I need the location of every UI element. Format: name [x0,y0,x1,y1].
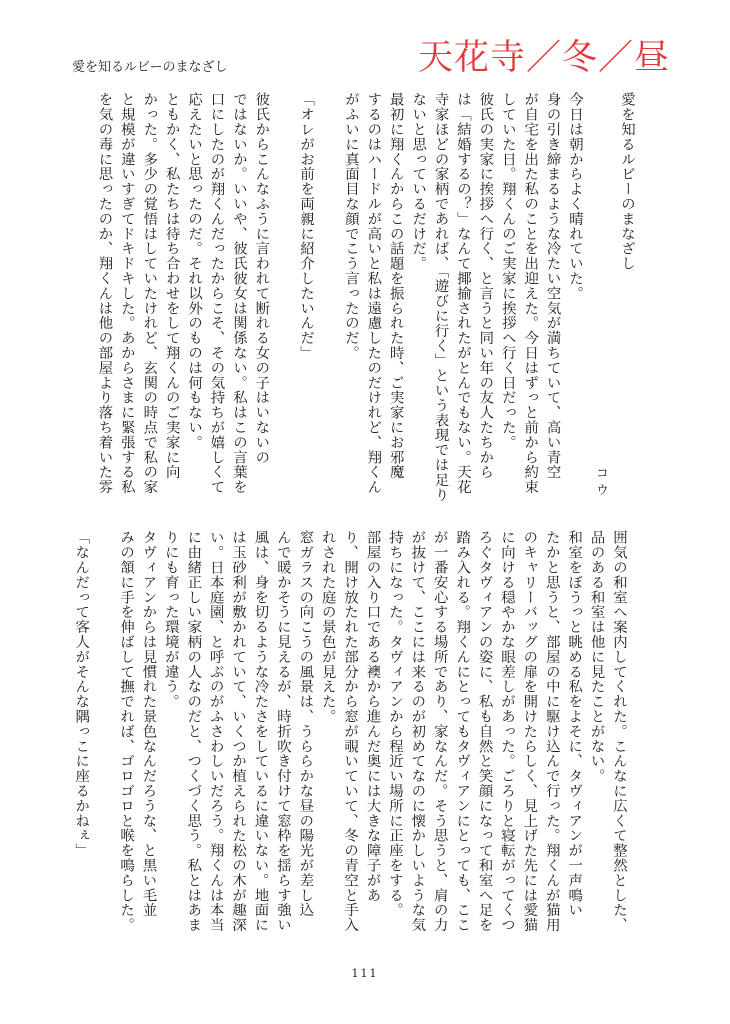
text-column: に由緒正しい家柄の人なのだと、つくづく思う。私とはあま [185,530,202,933]
text-column: ではないか。いいや、彼氏彼女は関係ない。私はこの言葉を [230,92,247,495]
text-column: と規模が違いすぎてドキドキした。あからさまに緊張する私 [118,92,135,495]
text-column: のキャリーバッグの扉を開けたらしく、見上げた先には愛猫 [521,530,538,933]
text-column: するのはハードルが高いと私は遠慮したのだけれど、翔くん [365,92,382,495]
text-column: 和室をぼうっと眺める私をよそに、タヴィアンが一声鳴い [566,530,583,918]
text-column: を気の毒に思ったのか、翔くんは他の部屋より落ち着いた雰 [96,92,113,495]
text-column: 部屋の入り口である襖から進んだ奥には大きな障子があ [364,530,381,903]
text-column: 「オレがお前を両親に紹介したいんだ」 [298,92,315,361]
text-column: ないと思っているだけだ。 [410,92,427,271]
text-column: れされた庭の景色が見えた。 [319,530,336,724]
text-column: していた日。翔くんのご実家に挨拶へ行く日だった。 [499,92,516,450]
text-column: みの頷に手を伸ばして撫でれば、ゴロゴロと喉を鳴らした。 [118,530,135,933]
text-column: 寺家ほどの家柄であれば、「遊びに行く」という表現では足り [432,92,449,502]
story-title-column [612,92,638,504]
text-column: かった。多少の覚悟はしていたけれど、玄関の時点で私の家 [141,92,158,495]
text-column: ろぐタヴィアンの姿に、私も自然と笑顔になって和室へ足を [476,530,493,933]
text-column: 持ちになった。タヴィアンから程近い場所に正座をする。 [386,530,403,918]
text-column: が自宅を出た私のことを出迎えた。今日はずっと前から約束 [522,92,539,495]
text-column: 彼氏からこんなふうに言われて断れる女の子はいないの [253,92,270,465]
body-text-bottom [73,530,630,960]
text-column: は「結婚するの？」なんて揶揄されたがとんでもない。天花 [454,92,471,495]
page-number: 111 [351,967,379,980]
text-column: たかと思うと、部屋の中に駆け込んで行った。翔くんが猫用 [543,530,560,933]
text-column: が一番安心する場所であり、家なんだ。そう思うと、肩の力 [431,530,448,933]
text-column: が抜けて、ここには来るのが初めてなのに懐かしいような気 [409,530,426,933]
text-column: り、開け放たれた部分から窓が覗いていて、冬の青空と手入 [342,530,359,933]
text-column [272,92,294,504]
text-column: 踏み入れる。翔くんにとってもタヴィアンにとっても、ここ [454,530,471,933]
text-column [92,530,114,960]
text-column: タヴィアンからは見慣れた景色なんだろうな、と黒い毛並 [140,530,157,918]
text-column: に向ける穏やかな眼差しがあった。ごろりと寝転がってくつ [498,530,515,933]
text-column: 身の引き締まるような冷たい空気が満ちていて、高い青空 [544,92,561,480]
story-title: 愛を知るルビーのまなざし [619,92,635,271]
text-column: りにも育った環境が違う。 [162,530,179,709]
text-column: は玉砂利が敷かれていて、いくつか植えられた松の木が趣深 [230,530,247,933]
text-column: んで暖かそうに見えるが、時折吹き付けて窓枠を揺らす強い [274,530,291,933]
body-text-top [68,92,586,504]
text-column: がふいに真面目な顔でこう言ったのだ。 [342,92,359,361]
text-column [317,92,339,504]
text-column: 窓ガラスの向こうの風景は、うららかな昼の陽光が差し込 [297,530,314,918]
text-column: 今日は朝からよく晴れていた。 [567,92,583,301]
text-column: 応えたいと思ったのだ。それ以外のものは何もない。 [186,92,203,450]
running-title: 愛を知るルビーのまなざし [72,60,228,75]
text-column: 風は、身を切るような冷たさをしているに違いない。地面に [252,530,269,933]
text-column: 品のある和室は他に見たことがない。 [588,530,605,784]
text-column: 口にしたのが翔くんだったからこそ、その気持ちが嬉しくて [208,92,225,495]
text-column: 最初に翔くんからこの話題を振られた時、ご実家にお邪魔 [387,92,404,480]
text-column: い。日本庭園、と呼ぶのがふさわしいだろう。翔くんは本当 [207,530,224,933]
text-column: 「なんだって客人がそんな隅っこに座るかねぇ」 [73,530,90,858]
text-column: 囲気の和室へ案内してくれた。こんなに広くて整然とした、 [611,530,627,933]
author-name: コウ [593,466,608,500]
text-column: ともかく、私たちは待ち合わせをして翔くんのご実家に向 [163,92,180,480]
text-column: 彼氏の実家に挨拶へ行く、と言うと同い年の友人たちから [477,92,494,480]
chapter-header: 天花寺／冬／昼 [418,38,671,78]
